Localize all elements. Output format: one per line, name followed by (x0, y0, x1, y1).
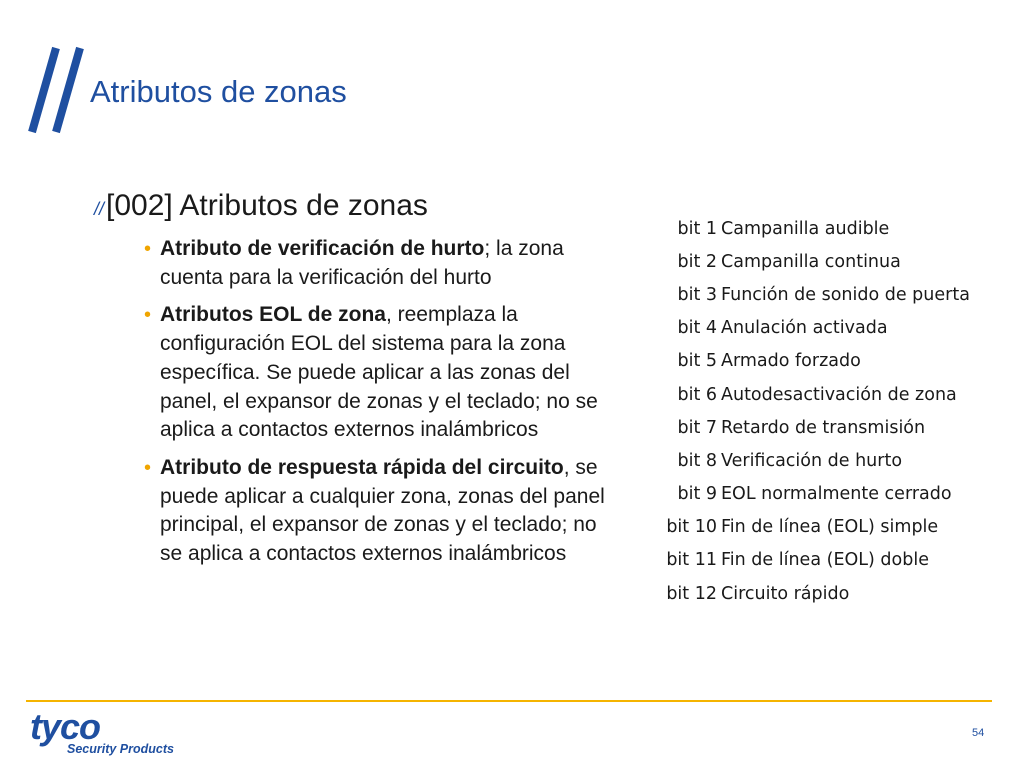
subheading-text: [002] Atributos de zonas (106, 189, 428, 222)
bit-row (660, 511, 970, 544)
bullet-text: , reemplaza la configuración EOL del sistema para la zona específica. Se puede aplicar a las zonas del panel, el expansor de zonas y el teclado; no se aplica a contactos externos inalámbricos (160, 303, 598, 442)
bit-label: bit 11 (666, 550, 717, 571)
bullet-dot-icon: • (144, 304, 152, 327)
subheading-marker: // (94, 199, 105, 219)
bit-label: bit 3 (677, 284, 717, 305)
bit-label: bit 9 (677, 484, 717, 505)
bit-description: Circuito rápido (721, 583, 850, 604)
bit-description: Campanilla continua (721, 251, 901, 272)
bit-description: Fin de línea (EOL) doble (721, 550, 929, 571)
bit-description: Campanilla audible (721, 218, 890, 239)
logo-subtitle: Security Products (67, 742, 174, 756)
bullet-item (138, 235, 605, 292)
bullet-bold-text: Atributo de respuesta rápida del circuito (160, 455, 564, 479)
bit-description: Autodesactivación de zona (721, 384, 957, 405)
content-column (94, 186, 614, 578)
bit-label: bit 1 (677, 218, 717, 239)
bit-label: bit 6 (677, 384, 717, 405)
title-slashes-icon (22, 46, 86, 136)
bullet-bold-text: Atributos EOL de zona (160, 303, 386, 327)
bit-row (660, 345, 970, 378)
bit-description: EOL normalmente cerrado (721, 484, 952, 505)
bit-label: bit 10 (666, 517, 717, 538)
bullet-item (138, 301, 605, 445)
bit-description: Armado forzado (721, 351, 861, 372)
bit-row (660, 278, 970, 311)
bit-label: bit 12 (666, 583, 717, 604)
bullet-text: ; la zona cuenta para la verificación del hurto (160, 237, 564, 289)
bit-row (660, 411, 970, 444)
bullet-text: , se puede aplicar a cualquier zona, zonas del panel principal, el expansor de zonas y el teclado; no se aplica a contactos externos inalámbricos (160, 455, 605, 566)
bit-table (660, 212, 970, 610)
logo-wordmark: tyco (30, 706, 101, 747)
slide-title: Atributos de zonas (90, 74, 347, 109)
subheading (94, 186, 614, 229)
bit-row (660, 478, 970, 511)
bit-label: bit 5 (677, 351, 717, 372)
bit-description: Fin de línea (EOL) simple (721, 517, 939, 538)
bullet-list (94, 235, 614, 569)
bit-row (660, 245, 970, 278)
bit-label: bit 8 (677, 450, 717, 471)
footer-divider (26, 700, 992, 702)
bit-row (660, 212, 970, 245)
bit-label: bit 2 (677, 251, 717, 272)
bit-description: Retardo de transmisión (721, 417, 926, 438)
bit-row (660, 577, 970, 610)
bullet-dot-icon: • (144, 238, 152, 260)
bit-row (660, 544, 970, 577)
bit-description: Función de sonido de puerta (721, 284, 970, 305)
bullet-bold-text: Atributo de verificación de hurto (160, 237, 485, 260)
bit-description: Verificación de hurto (721, 450, 903, 471)
bit-row (660, 378, 970, 411)
bit-description: Anulación activada (721, 318, 888, 339)
bullet-item (138, 454, 605, 569)
bullet-dot-icon: • (144, 456, 152, 479)
page-number: 54 (972, 727, 985, 739)
tyco-logo (30, 706, 174, 756)
bit-label: bit 4 (677, 318, 717, 339)
bit-row (660, 312, 970, 345)
bit-label: bit 7 (677, 417, 717, 438)
bit-row (660, 444, 970, 477)
